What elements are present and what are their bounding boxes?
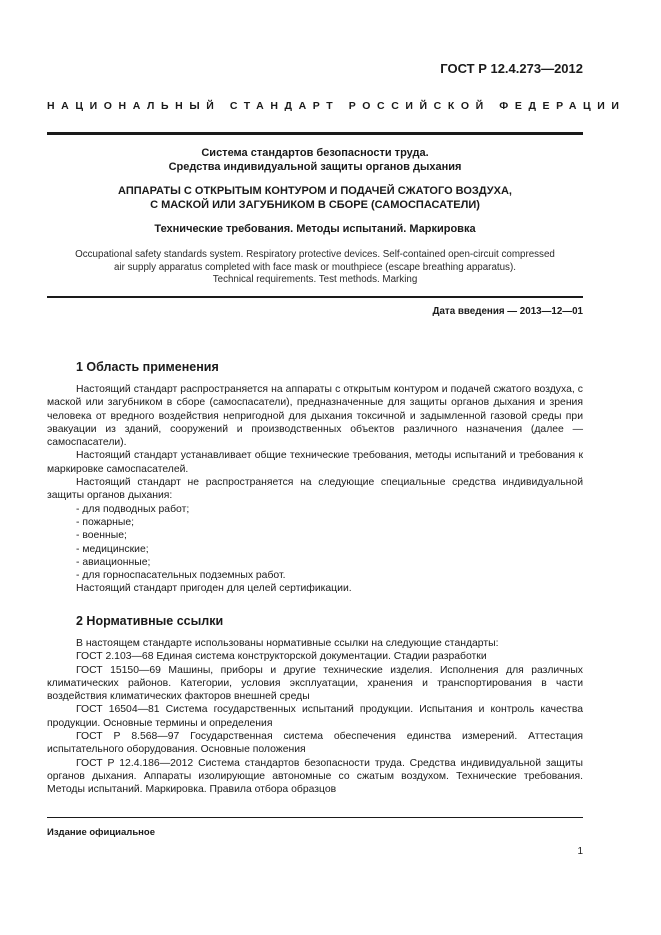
page-number: 1 (577, 846, 583, 857)
english-title-line-1: Occupational safety standards system. Respiratory protective devices. Self-contained open-circuit compressed (75, 249, 555, 260)
section-1-heading: 1 Область применения (76, 360, 219, 374)
reference-item: ГОСТ Р 8.568—97 Государственная система обеспечения единства измерений. Аттестация испытательного оборудования. Основные положения (47, 731, 583, 756)
list-item: - военные; (76, 530, 127, 542)
section-2-heading: 2 Нормативные ссылки (76, 614, 224, 628)
paragraph: Настоящий стандарт устанавливает общие технические требования, методы испытаний и требования к маркировке самоспасателей. (47, 450, 583, 475)
english-title-line-2: air supply apparatus completed with face mask or mouthpiece (escape breathing apparatus). (114, 261, 516, 273)
list-item: - пожарные; (76, 516, 135, 528)
paragraph: Настоящий стандарт распространяется на аппараты с открытым контуром и подачей сжатого воздуха, с маской или загубником в сборе (самоспасатели), предназначенные для защиты органов дыхания и зрения человека от вредного воздействия непригодной для дыхания токсичной и задымленной газовой среды при эвакуации из зданий, сооружений и производственных объектов различного назначения (далее — самоспасатели). (47, 384, 583, 449)
section-2-body (47, 637, 583, 797)
section-1-body (47, 383, 583, 596)
reference-item: ГОСТ 2.103—68 Единая система конструкторской документации. Стадии разработки (76, 651, 487, 663)
system-title-line-1: Система стандартов безопасности труда. (201, 147, 429, 159)
top-divider (47, 132, 583, 135)
list-item: - авиационные; (76, 556, 151, 568)
official-edition-note: Издание официальное (47, 827, 155, 838)
tech-requirements-title: Технические требования. Методы испытаний. Маркировка (154, 223, 476, 235)
reference-item: ГОСТ Р 12.4.186—2012 Система стандартов безопасности труда. Средства индивидуальной защиты органов дыхания. Аппараты изолирующие автономные со сжатым воздухом. Технические требования. Методы испытаний. Маркировка. Правила отбора образцов (47, 757, 583, 796)
middle-divider (47, 296, 583, 298)
document-code: ГОСТ Р 12.4.273—2012 (440, 61, 583, 76)
system-title (47, 147, 583, 174)
english-title-line-3: Technical requirements. Test methods. Marking (212, 274, 418, 285)
list-item: - для горноспасательных подземных работ. (76, 570, 286, 582)
paragraph: Настоящий стандарт не распространяется на следующие специальные средства индивидуальной защиты органов дыхания: (47, 477, 583, 502)
english-title (47, 249, 583, 287)
paragraph: В настоящем стандарте использованы нормативные ссылки на следующие стандарты: (76, 638, 499, 649)
main-title-line-2: С МАСКОЙ ИЛИ ЗАГУБНИКОМ В СБОРЕ (САМОСПАСАТЕЛИ) (150, 198, 480, 211)
reference-item: ГОСТ 16504—81 Система государственных испытаний продукции. Испытания и контроль качества продукции. Основные термины и определения (47, 704, 583, 729)
footer-divider (47, 817, 583, 818)
list-item: - медицинские; (76, 543, 149, 555)
national-standard-heading: НАЦИОНАЛЬНЫЙ СТАНДАРТ РОССИЙСКОЙ ФЕДЕРАЦИИ (47, 100, 626, 112)
reference-item: ГОСТ 15150—69 Машины, приборы и другие технические изделия. Исполнения для различных климатических районов. Категории, условия эксплуатации, хранения и транспортирования в части воздействия климатических факторов внешней среды (47, 664, 583, 703)
introduction-date: Дата введения — 2013—12—01 (432, 306, 583, 317)
main-title-line-1: АППАРАТЫ С ОТКРЫТЫМ КОНТУРОМ И ПОДАЧЕЙ СЖАТОГО ВОЗДУХА, (118, 185, 512, 197)
system-title-line-2: Средства индивидуальной защиты органов дыхания (168, 160, 462, 173)
list-item: - для подводных работ; (76, 503, 190, 515)
paragraph: Настоящий стандарт пригоден для целей сертификации. (76, 583, 352, 595)
main-title (47, 185, 583, 212)
